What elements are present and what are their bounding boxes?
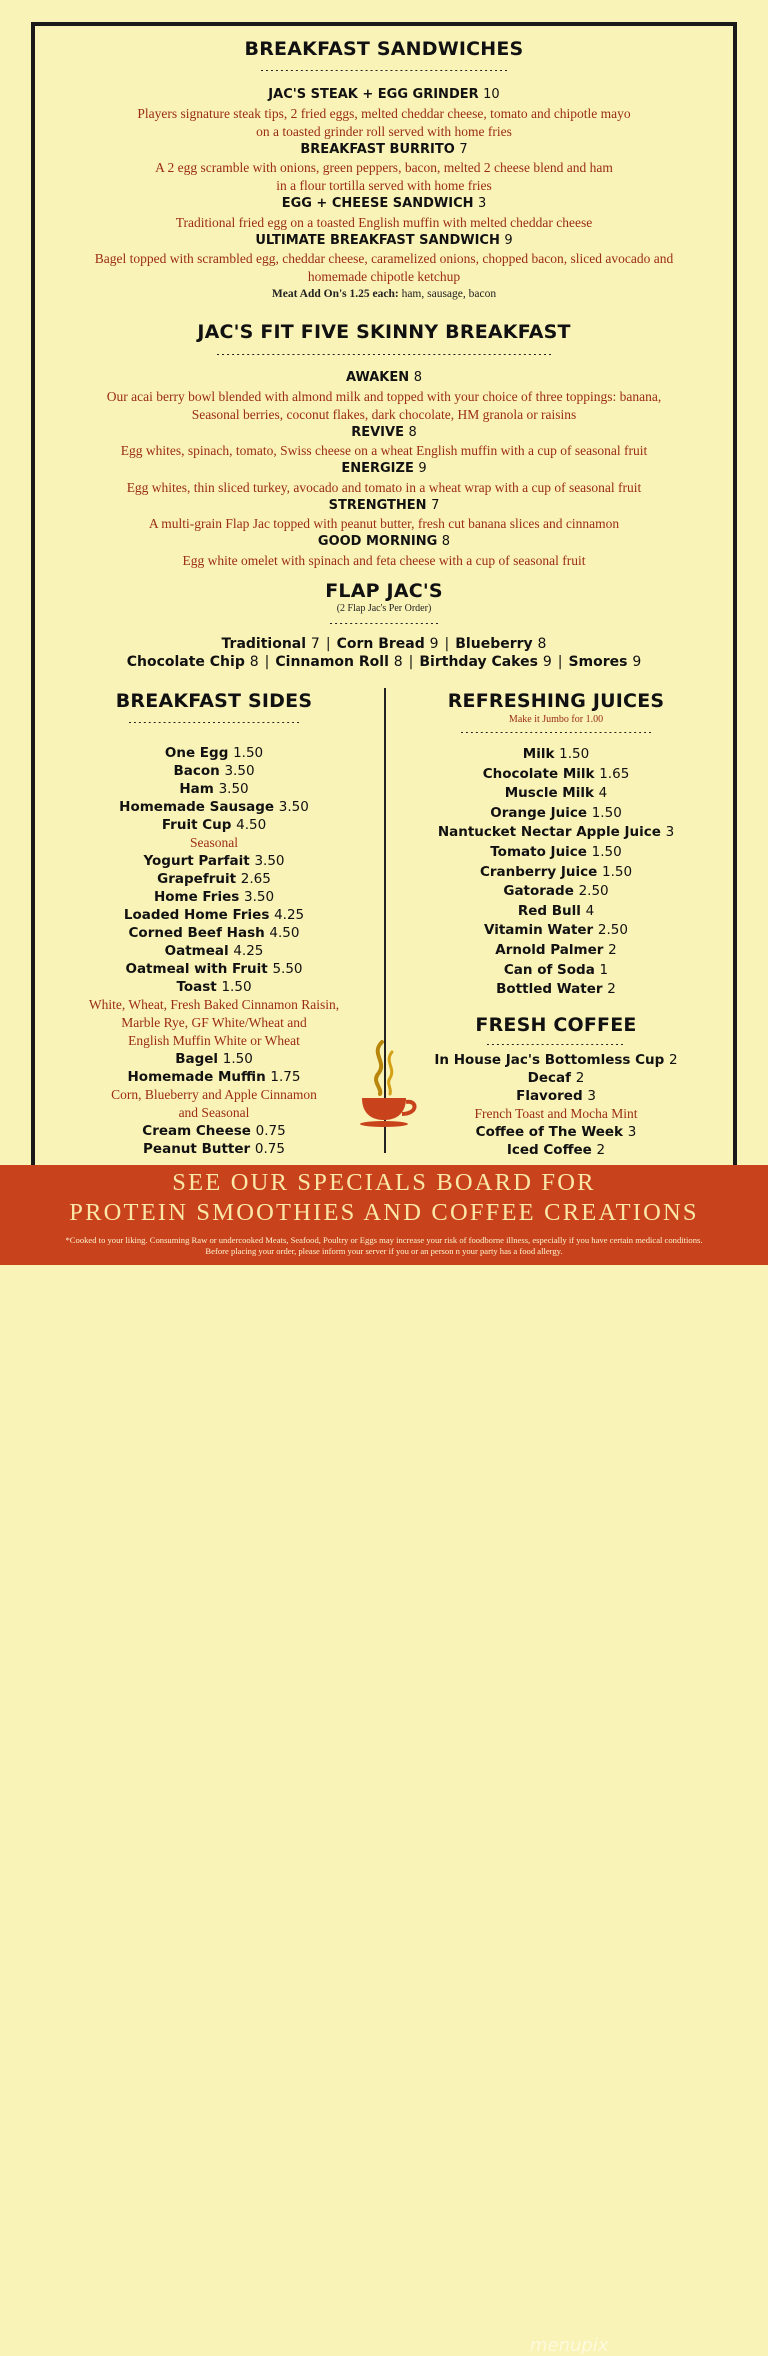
item-price: 2 xyxy=(607,981,616,998)
item-name: Orange Juice xyxy=(490,804,588,821)
item-name: Yogurt Parfait xyxy=(143,853,250,869)
flapjac-name: Birthday Cakes xyxy=(419,654,538,670)
item-price: 3 xyxy=(665,824,675,841)
item-price: 4 xyxy=(598,785,608,802)
item-description: Bagel topped with scrambled egg, cheddar cheese, caramelized onions, chopped bacon, sliced avocado and xyxy=(94,251,674,266)
allergy-notice-1: *Cooked to your liking. Consuming Raw or undercooked Meats, Seafood, Poultry or Eggs may increase your risk of foodborne illness, especially if you have certain medical conditions. xyxy=(65,1235,703,1245)
coffee-item xyxy=(380,1123,732,1141)
juice-item xyxy=(380,941,732,959)
item-price: 1 xyxy=(599,961,609,978)
flapjac-price: 9 xyxy=(542,654,552,670)
item-price: 2.65 xyxy=(240,871,271,887)
item-name: Cranberry Juice xyxy=(479,863,598,880)
allergy-notice-2: Before placing your order, please inform your server if you or an person n your party has a food allergy. xyxy=(205,1246,563,1256)
item-name: In House Jac's Bottomless Cup xyxy=(434,1052,665,1068)
item-description: Marble Rye, GF White/Wheat and xyxy=(121,1015,307,1030)
coffee-item xyxy=(380,1087,732,1105)
section-title: BREAKFAST SANDWICHES xyxy=(244,38,524,60)
fit-five-item xyxy=(0,461,768,476)
side-item xyxy=(38,1068,390,1086)
flapjac-name: Chocolate Chip xyxy=(126,654,245,670)
item-name: Milk xyxy=(522,746,555,762)
item-name: Cream Cheese xyxy=(142,1123,251,1139)
side-item xyxy=(38,780,390,798)
specials-banner xyxy=(0,1165,768,2356)
side-item xyxy=(38,906,390,924)
item-name: STRENGTHEN xyxy=(328,497,427,513)
item-name: One Egg xyxy=(164,745,229,761)
item-description: Seasonal xyxy=(190,835,238,850)
flapjac-name: Corn Bread xyxy=(336,636,425,652)
banner-line-2: PROTEIN SMOOTHIES AND COFFEE CREATIONS xyxy=(69,1199,699,1226)
side-item xyxy=(38,762,390,780)
watermark: menupix xyxy=(530,2335,609,2356)
side-item xyxy=(38,888,390,906)
item-price: 1.50 xyxy=(233,745,264,761)
side-item xyxy=(38,1050,390,1068)
item-name: BREAKFAST BURRITO xyxy=(300,141,455,157)
item-price: 2 xyxy=(596,1142,606,1158)
section-title: FLAP JAC'S xyxy=(325,580,443,602)
side-item xyxy=(38,1122,390,1140)
side-item xyxy=(38,852,390,870)
section-rule xyxy=(458,728,654,736)
item-price: 4.25 xyxy=(233,943,264,959)
add-on-options: ham, sausage, bacon xyxy=(401,288,497,300)
item-name: Iced Coffee xyxy=(506,1142,592,1158)
item-price: 5.50 xyxy=(272,961,303,977)
sandwich-item xyxy=(0,142,768,157)
item-name: Gatorade xyxy=(503,883,574,900)
item-price: 3.50 xyxy=(254,853,285,869)
item-price: 3.50 xyxy=(224,763,255,779)
flapjac-row xyxy=(0,636,768,652)
flapjac-price: 8 xyxy=(249,654,259,670)
item-name: Corned Beef Hash xyxy=(128,925,265,941)
flapjac-name: Smores xyxy=(568,654,628,670)
juice-item xyxy=(380,863,732,881)
item-price: 8 xyxy=(413,370,422,385)
item-description: White, Wheat, Fresh Baked Cinnamon Raisin, xyxy=(88,997,340,1012)
coffee-item xyxy=(380,1051,732,1069)
fit-five-item xyxy=(0,534,768,549)
item-price: 0.75 xyxy=(255,1123,286,1139)
item-price: 10 xyxy=(483,87,500,102)
item-price: 2.50 xyxy=(597,922,628,939)
section-rule xyxy=(258,66,510,74)
flapjac-row xyxy=(0,654,768,670)
item-price: 3 xyxy=(478,196,487,211)
sandwich-item xyxy=(0,196,768,211)
item-name: ULTIMATE BREAKFAST SANDWICH xyxy=(255,232,500,248)
flapjac-name: Cinnamon Roll xyxy=(275,654,389,670)
fit-five-item xyxy=(0,370,768,385)
fit-five-item xyxy=(0,498,768,513)
item-description: Seasonal berries, coconut flakes, dark chocolate, HM granola or raisins xyxy=(191,406,577,422)
item-name: Vitamin Water xyxy=(484,922,594,939)
item-price: 3.50 xyxy=(278,799,309,815)
item-name: AWAKEN xyxy=(346,370,410,385)
item-description: Egg whites, spinach, tomato, Swiss cheese on a wheat English muffin with a cup of seasonal fruit xyxy=(120,443,648,458)
juice-item xyxy=(380,804,732,822)
juice-item xyxy=(380,823,732,841)
section-title: BREAKFAST SIDES xyxy=(115,690,313,712)
item-price: 3 xyxy=(627,1124,637,1140)
item-name: Loaded Home Fries xyxy=(123,907,270,923)
side-item xyxy=(38,978,390,996)
item-price: 3.50 xyxy=(243,889,275,905)
item-name: Chocolate Milk xyxy=(482,765,595,782)
item-price: 2 xyxy=(608,942,617,958)
flapjac-price: 8 xyxy=(537,636,547,652)
item-description: A 2 egg scramble with onions, green peppers, bacon, melted 2 cheese blend and ham xyxy=(155,160,613,175)
item-name: Fruit Cup xyxy=(161,817,232,833)
side-item xyxy=(38,798,390,816)
separator: | xyxy=(408,654,414,670)
coffee-cup-icon xyxy=(356,1038,420,1128)
item-name: Grapefruit xyxy=(157,871,237,887)
separator: | xyxy=(264,654,270,670)
item-description: French Toast and Mocha Mint xyxy=(474,1106,638,1121)
juice-item xyxy=(380,921,732,939)
item-price: 0.75 xyxy=(254,1141,285,1157)
flapjac-price: 9 xyxy=(632,654,642,670)
add-on-label: Meat Add On's 1.25 each: xyxy=(271,288,399,300)
item-name: Bacon xyxy=(173,763,220,779)
flapjac-price: 7 xyxy=(310,636,320,652)
item-name: Home Fries xyxy=(153,889,240,905)
item-name: Bagel xyxy=(175,1051,219,1067)
item-price: 9 xyxy=(418,461,427,476)
item-name: Muscle Milk xyxy=(504,785,594,802)
section-rule xyxy=(484,1040,626,1048)
juice-item xyxy=(380,784,732,802)
item-description: A multi-grain Flap Jac topped with peanut butter, fresh cut banana slices and cinnamon xyxy=(148,516,620,531)
section-title: FRESH COFFEE xyxy=(475,1014,637,1036)
item-price: 1.50 xyxy=(601,863,633,880)
separator: | xyxy=(325,636,331,652)
sandwich-item xyxy=(0,233,768,248)
item-description: homemade chipotle ketchup xyxy=(307,269,461,284)
flapjac-name: Traditional xyxy=(221,636,307,652)
item-price: 1.75 xyxy=(270,1069,301,1085)
section-rule xyxy=(126,718,302,726)
meat-add-on xyxy=(0,288,768,300)
item-name: Oatmeal xyxy=(164,943,229,959)
juice-item xyxy=(380,765,732,783)
item-price: 4.50 xyxy=(236,817,267,833)
side-item xyxy=(38,942,390,960)
section-rule xyxy=(327,619,441,627)
item-name: JAC'S STEAK + EGG GRINDER xyxy=(268,87,479,102)
item-price: 1.65 xyxy=(599,765,630,782)
item-description: English Muffin White or Wheat xyxy=(128,1033,300,1048)
side-item xyxy=(38,816,390,834)
item-name: Can of Soda xyxy=(503,961,595,978)
item-name: Nantucket Nectar Apple Juice xyxy=(437,824,661,841)
item-price: 9 xyxy=(504,232,513,248)
separator: | xyxy=(557,654,563,670)
juice-item xyxy=(380,980,732,998)
juice-item xyxy=(380,843,732,861)
side-item xyxy=(38,924,390,942)
coffee-item xyxy=(380,1141,732,1159)
item-name: EGG + CHEESE SANDWICH xyxy=(281,196,474,211)
item-name: Oatmeal with Fruit xyxy=(125,961,268,977)
item-price: 8 xyxy=(408,424,417,440)
section-title: REFRESHING JUICES xyxy=(447,690,665,712)
item-price: 7 xyxy=(431,497,440,513)
item-name: Tomato Juice xyxy=(490,844,587,860)
sandwich-item xyxy=(0,87,768,102)
item-price: 1.50 xyxy=(221,979,252,995)
item-name: Ham xyxy=(179,781,214,797)
item-name: Flavored xyxy=(516,1088,583,1104)
item-description: Egg white omelet with spinach and feta cheese with a cup of seasonal fruit xyxy=(182,552,586,568)
section-rule xyxy=(214,350,554,358)
section-subtitle: Make it Jumbo for 1.00 xyxy=(508,714,604,725)
item-price: 3 xyxy=(587,1088,596,1104)
item-description: Traditional fried egg on a toasted English muffin with melted cheddar cheese xyxy=(175,214,593,230)
fit-five-item xyxy=(0,425,768,440)
banner-line-1: SEE OUR SPECIALS BOARD FOR xyxy=(172,1169,596,1196)
item-name: Homemade Muffin xyxy=(127,1069,266,1085)
item-description: in a flour tortilla served with home fries xyxy=(276,178,492,193)
item-description: Egg whites, thin sliced turkey, avocado and tomato in a wheat wrap with a cup of seasonal fruit xyxy=(126,479,642,495)
flapjac-price: 8 xyxy=(393,654,403,670)
flapjac-name: Blueberry xyxy=(455,636,533,652)
juice-item xyxy=(380,902,732,920)
item-price: 7 xyxy=(459,141,468,157)
item-description: Players signature steak tips, 2 fried eggs, melted cheddar cheese, tomato and chipotle mayo xyxy=(137,105,631,121)
juice-item xyxy=(380,882,732,900)
side-item xyxy=(38,870,390,888)
item-price: 3.50 xyxy=(218,781,249,797)
item-name: Peanut Butter xyxy=(143,1141,251,1157)
item-name: Coffee of The Week xyxy=(475,1124,624,1140)
item-price: 1.50 xyxy=(591,844,622,860)
item-price: 1.50 xyxy=(591,804,622,821)
item-name: Bottled Water xyxy=(496,981,603,998)
item-description: Our acai berry bowl blended with almond milk and topped with your choice of three toppings: banana, xyxy=(106,388,662,404)
juice-item xyxy=(380,961,732,979)
item-name: Decaf xyxy=(527,1070,572,1086)
coffee-item xyxy=(380,1069,732,1087)
item-name: REVIVE xyxy=(351,424,404,440)
item-price: 2 xyxy=(575,1070,585,1086)
item-name: GOOD MORNING xyxy=(317,534,438,549)
section-subtitle: (2 Flap Jac's Per Order) xyxy=(336,603,432,614)
flapjac-price: 9 xyxy=(429,636,439,652)
item-price: 8 xyxy=(441,534,451,549)
section-title: JAC'S FIT FIVE SKINNY BREAKFAST xyxy=(197,321,571,343)
item-name: Red Bull xyxy=(517,902,581,919)
item-price: 2 xyxy=(669,1052,678,1068)
juice-item xyxy=(380,745,732,763)
separator: | xyxy=(444,636,450,652)
item-price: 4 xyxy=(585,902,595,919)
side-item xyxy=(38,960,390,978)
item-price: 4.25 xyxy=(274,907,305,923)
item-price: 1.50 xyxy=(559,746,590,762)
side-item xyxy=(38,1140,390,1158)
item-description: and Seasonal xyxy=(178,1105,250,1120)
item-name: Homemade Sausage xyxy=(119,799,275,815)
item-description: Corn, Blueberry and Apple Cinnamon xyxy=(111,1087,317,1102)
item-name: Toast xyxy=(176,979,217,995)
item-name: Arnold Palmer xyxy=(495,942,604,958)
item-price: 2.50 xyxy=(578,883,609,900)
item-price: 4.50 xyxy=(269,925,300,941)
side-item xyxy=(38,744,390,762)
item-name: ENERGIZE xyxy=(341,461,414,476)
item-price: 1.50 xyxy=(222,1051,253,1067)
item-description: on a toasted grinder roll served with home fries xyxy=(256,123,512,139)
